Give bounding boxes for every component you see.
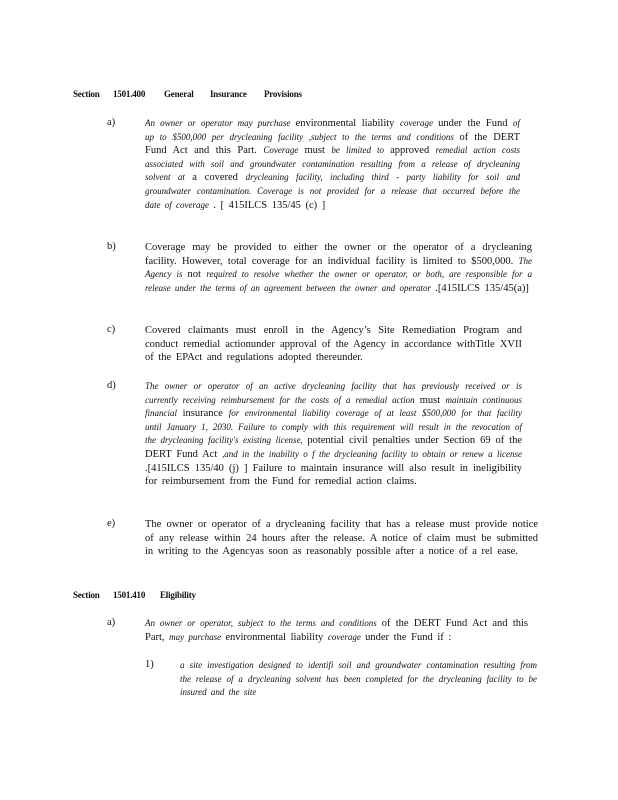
italic-text-run: of up to $500,000 per drycleaning facility ,subject to the terms and conditions bbox=[145, 118, 521, 142]
italic-text-run: Coverage bbox=[263, 145, 305, 156]
section-number: 1501.400 bbox=[113, 89, 146, 99]
italic-text-run: maintain continuous financial bbox=[145, 394, 523, 419]
paragraph-d-continuous-insurance bbox=[145, 380, 522, 489]
text-run: of the DERT Fund Act and this Part. bbox=[145, 131, 521, 157]
text-run: must bbox=[304, 145, 332, 157]
text-run: environmental liability bbox=[225, 631, 328, 643]
section-label: Section bbox=[73, 590, 100, 600]
paragraph-b-coverage-limit bbox=[145, 241, 532, 295]
text-run: Coverage may be provided to either the owner or the operator of a drycleaning facility. However, total coverage for an individual facility is limited to $500,000. bbox=[145, 242, 532, 267]
italic-text-run: for environmental liability coverage of at least $500,000 for that facility until January 1, 2030. Failure to comply with this requirement will result in the revocation of the drycleaning facility's existing license, bbox=[145, 408, 523, 446]
text-run: must bbox=[419, 394, 446, 406]
section-title-word: Insurance bbox=[210, 89, 247, 99]
italic-text-run: drycleaning facility, including third - party liability for soil and groundwater contamination. Coverage is not provided for a release that occurred before the date of coverage bbox=[145, 172, 520, 210]
text-run: under the Fund bbox=[438, 118, 513, 129]
italic-text-run: remedial action costs associated with soil and groundwater contamination resulting from a release of drycleaning solvent at bbox=[145, 145, 521, 183]
paragraph-a-coverage-purchase bbox=[145, 117, 520, 212]
section-title-word: Eligibility bbox=[160, 590, 196, 600]
text-run: of the DERT Fund Act and this Part, bbox=[145, 618, 528, 643]
italic-text-run: An owner or operator, subject to the terms and conditions bbox=[145, 618, 382, 628]
text-run: not bbox=[187, 269, 207, 281]
italic-text-run: The owner or operator of an active drycleaning facility that has previously received or is currently receiving reimbursement for the costs of a remedial action bbox=[145, 381, 522, 405]
text-run: approved bbox=[390, 145, 436, 157]
item-label-b: b) bbox=[107, 241, 116, 252]
item-label-c: c) bbox=[107, 324, 116, 335]
text-run: a covered bbox=[192, 172, 246, 184]
italic-text-run: An owner or operator may purchase bbox=[145, 118, 296, 128]
text-run: environmental liability bbox=[295, 118, 400, 129]
italic-text-run: be limited to bbox=[331, 145, 391, 156]
italic-text-run: may purchase bbox=[169, 631, 226, 642]
item-label-a: a) bbox=[107, 617, 116, 628]
text-run: . [ 415ILCS 135/45 (c) ] bbox=[213, 199, 326, 211]
text-run: The owner or operator of a drycleaning facility that has a release must provide notice of any release within 24 hours after the release. A notice of claim must be submitted in writing to the Agencyas soon as reasonably possible after a notice of a rel ease. bbox=[145, 519, 538, 558]
italic-text-run: a site investigation designed to identifi soil and groundwater contamination resulting from the release of a drycleaning solvent has been completed for the drycleaning facility to be insured and the site bbox=[180, 660, 537, 698]
item-label-a: a) bbox=[107, 117, 116, 128]
text-run: .[415ILCS 135/40 (j) ] Failure to maintain insurance will also result in ineligibility for reimbursement from the Fund for remedial action claims. bbox=[145, 462, 522, 488]
section-number: 1501.410 bbox=[113, 590, 146, 600]
paragraph-a-eligibility bbox=[145, 617, 528, 644]
section-title-word: Provisions bbox=[264, 89, 302, 99]
italic-text-run: coverage bbox=[327, 631, 366, 642]
paragraph-1-site-investigation bbox=[180, 659, 537, 700]
paragraph-c-enrollment bbox=[145, 324, 522, 365]
italic-text-run: ,and in the inability o f the drycleaning facility to obtain or renew a license bbox=[222, 448, 523, 459]
paragraph-e-release-notice bbox=[145, 518, 538, 559]
item-label-1: 1) bbox=[145, 659, 154, 670]
text-run: insurance bbox=[182, 408, 229, 420]
text-run: under the Fund if : bbox=[365, 631, 452, 643]
italic-text-run: coverage bbox=[399, 118, 439, 128]
item-label-e: e) bbox=[107, 518, 116, 529]
italic-text-run: required to resolve whether the owner or operator, or both, are responsible for a release under the terms of an agreement between the owner and operator bbox=[145, 269, 533, 293]
text-run: potential civil penalties under Section 69 of the DERT Fund Act bbox=[145, 435, 522, 460]
text-run: .[415ILCS 135/45(a)] bbox=[435, 282, 529, 294]
text-run: Covered claimants must enroll in the Agency’s Site Remediation Program and conduct remedial actionunder approval of the Agency in accordance withTitle XVII of the EPAct and regulations adopted thereunder. bbox=[145, 325, 522, 364]
item-label-d: d) bbox=[107, 380, 116, 391]
italic-text-run: The Agency is bbox=[145, 255, 532, 280]
section-label: Section bbox=[73, 89, 100, 99]
section-title-word: General bbox=[164, 89, 194, 99]
